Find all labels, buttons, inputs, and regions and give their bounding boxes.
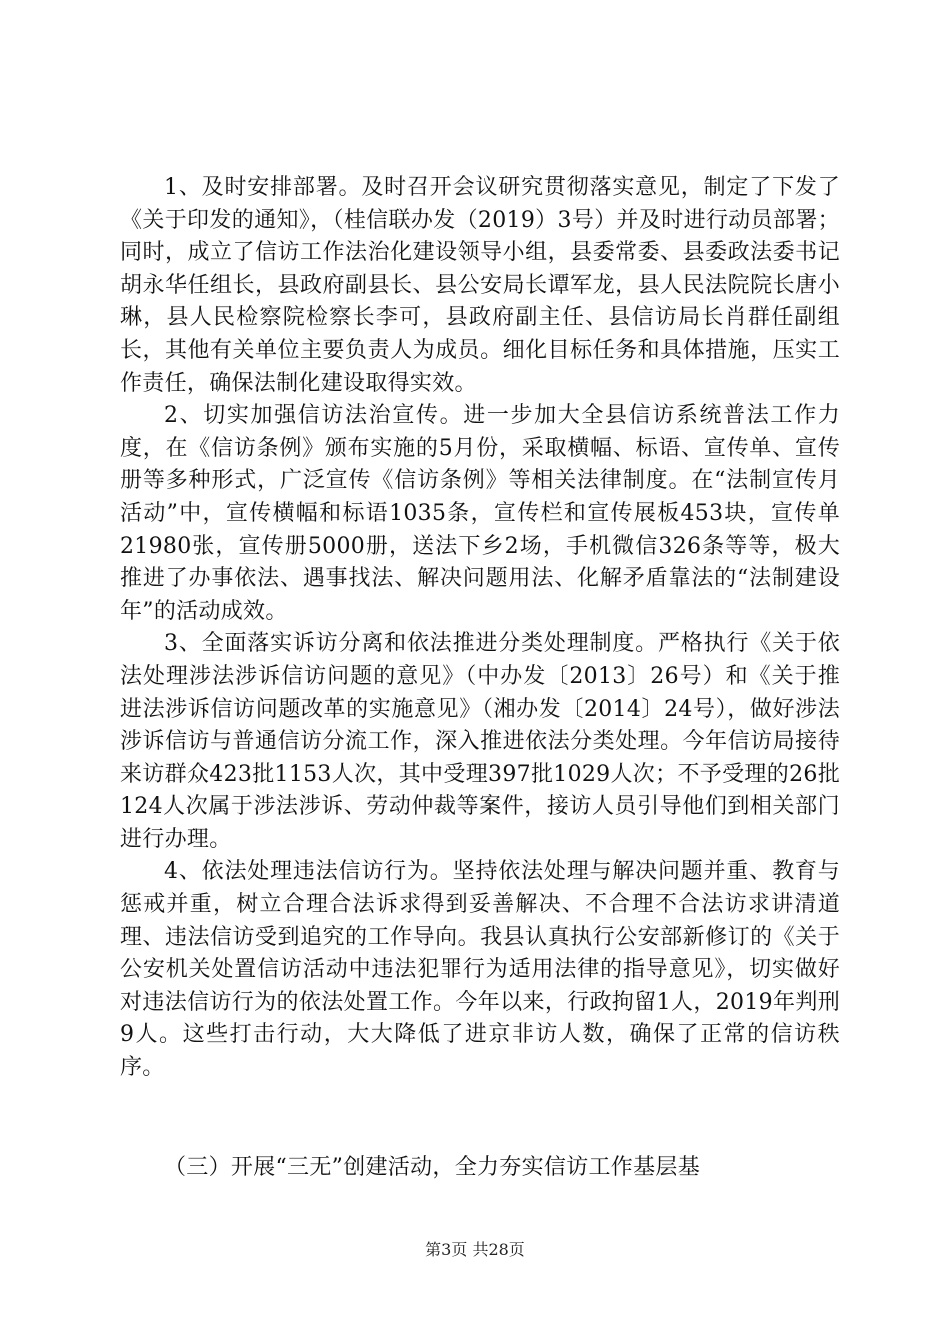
paragraph-3: 3、全面落实诉访分离和依法推进分类处理制度。严格执行《关于依法处理涉法涉诉信访问题的意见》（中办发〔2013〕26号）和《关于推进法涉诉信访问题改革的实施意见》（湘办发〔2014〕24号），做好涉法涉诉信访与普通信访分流工作，深入推进依法分类处理。今年信访局接待来访群众423批1153人次，其中受理397批1029人次；不予受理的26批124人次属于涉法涉诉、劳动仲裁等案件，接访人员引导他们到相关部门进行办理。 xyxy=(120,631,840,852)
paragraph-1: 1、及时安排部署。及时召开会议研究贯彻落实意见，制定了下发了《关于印发的通知》，（桂信联办发（2019）3号）并及时进行动员部署；同时，成立了信访工作法治化建设领导小组，县委常委、县委政法委书记胡永华任组长，县政府副县长、县公安局长谭军龙，县人民法院院长唐小琳，县人民检察院检察长李可，县政府副主任、县信访局长肖群任副组长，其他有关单位主要负责人为成员。细化目标任务和具体措施，压实工作责任，确保法制化建设取得实效。 xyxy=(120,175,840,396)
page-indicator: 第3页 共28页 xyxy=(425,1240,525,1259)
section-heading: （三）开展“三无”创建活动，全力夯实信访工作基层基 xyxy=(164,1155,700,1180)
paragraph-4: 4、依法处理违法信访行为。坚持依法处理与解决问题并重、教育与惩戒并重，树立合理合法诉求得到妥善解决、不合理不合法访求讲清道理、违法信访受到追究的工作导向。我县认真执行公安部新修订的《关于公安机关处置信访活动中违法犯罪行为适用法律的指导意见》，切实做好对违法信访行为的依法处置工作。今年以来，行政拘留1人，2019年判刑9人。这些打击行动，大大降低了进京非访人数，确保了正常的信访秩序。 xyxy=(120,859,840,1081)
document-body xyxy=(120,172,840,1085)
page-footer xyxy=(0,1240,950,1260)
paragraph-2: 2、切实加强信访法治宣传。进一步加大全县信访系统普法工作力度，在《信访条例》颁布实施的5月份，采取横幅、标语、宣传单、宣传册等多种形式，广泛宣传《信访条例》等相关法律制度。在“法制宣传月活动”中，宣传横幅和标语1035条，宣传栏和宣传展板453块，宣传单21980张，宣传册5000册，送法下乡2场，手机微信326条等等，极大推进了办事依法、遇事找法、解决问题用法、化解矛盾靠法的“法制建设年”的活动成效。 xyxy=(120,403,840,624)
